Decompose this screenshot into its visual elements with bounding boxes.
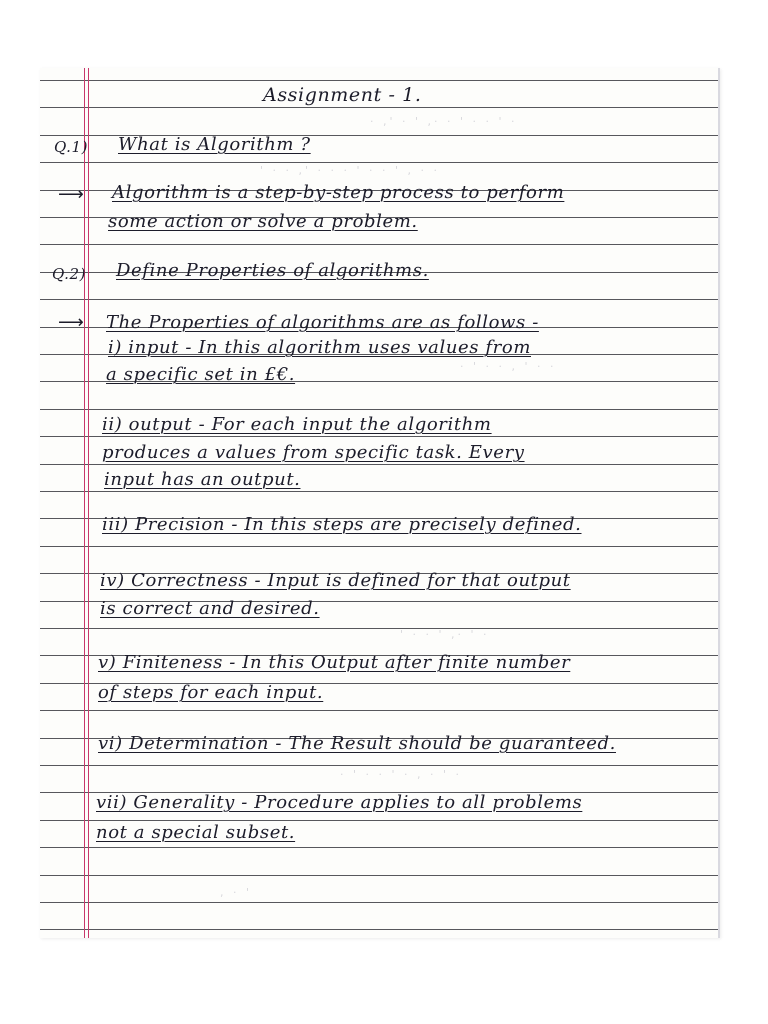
ruled-line: [40, 628, 718, 629]
property-input-line-2: a specific set in £€.: [106, 364, 296, 385]
property-finiteness-line-1: v) Finiteness - In this Output after finite number: [98, 652, 571, 673]
property-correctness-line-2: is correct and desired.: [100, 598, 320, 619]
property-finiteness-line-2: of steps for each input.: [98, 682, 324, 703]
bleed-through-marks: · ' · · , ' · ·: [460, 360, 557, 373]
answer-arrow-icon: ⟶: [58, 184, 84, 205]
ruled-line: [40, 929, 718, 930]
ruled-line: [40, 546, 718, 547]
ruled-line: [40, 875, 718, 876]
q1-question: What is Algorithm ?: [118, 134, 311, 155]
property-input-line-1: i) input - In this algorithm uses values from: [108, 337, 531, 358]
bleed-through-marks: ' · · ' ,· ' ·: [400, 628, 490, 641]
q1-answer-line-2: some action or solve a problem.: [108, 211, 418, 232]
ruled-line: [40, 820, 718, 821]
assignment-title: Assignment - 1.: [263, 84, 422, 106]
bleed-through-marks: · ' · · ' · , · ' ·: [340, 768, 463, 781]
q2-question: Define Properties of algorithms.: [116, 260, 429, 281]
ruled-line: [40, 299, 718, 300]
ruled-line: [40, 436, 718, 437]
q1-answer-line-1: Algorithm is a step-by-step process to perform: [112, 182, 565, 203]
q2-intro: The Properties of algorithms are as follows -: [106, 312, 539, 333]
notebook-page: [40, 68, 720, 938]
ruled-line: [40, 902, 718, 903]
bleed-through-marks: · ,' · ' ,· · ' · · ' ·: [370, 115, 518, 128]
property-output-line-3: input has an output.: [104, 469, 301, 490]
ruled-line: [40, 244, 718, 245]
property-correctness-line-1: iv) Correctness - Input is defined for that output: [100, 570, 571, 591]
property-output-line-1: ii) output - For each input the algorithm: [102, 414, 492, 435]
ruled-line: [40, 464, 718, 465]
ruled-line: [40, 765, 718, 766]
ruled-line: [40, 409, 718, 410]
q1-label: Q.1): [54, 138, 89, 156]
property-output-line-2: produces a values from specific task. Every: [102, 442, 525, 463]
property-determination-line-1: vi) Determination - The Result should be guaranteed.: [98, 733, 616, 754]
ruled-line: [40, 80, 718, 81]
ruled-line: [40, 710, 718, 711]
ruled-line: [40, 491, 718, 492]
margin-line-left: [84, 68, 85, 938]
answer-arrow-icon: ⟶: [58, 312, 84, 333]
property-generality-line-2: not a special subset.: [96, 822, 296, 843]
bleed-through-marks: ' · · ,' · · · ' · · ' , · ·: [260, 164, 441, 177]
ruled-line: [40, 107, 718, 108]
bleed-through-marks: , · ': [220, 886, 253, 899]
margin-line-right: [88, 68, 89, 938]
property-precision-line-1: iii) Precision - In this steps are precisely defined.: [102, 514, 582, 535]
property-generality-line-1: vii) Generality - Procedure applies to all problems: [96, 792, 583, 813]
ruled-line: [40, 162, 718, 163]
ruled-line: [40, 847, 718, 848]
q2-label: Q.2): [52, 265, 87, 283]
